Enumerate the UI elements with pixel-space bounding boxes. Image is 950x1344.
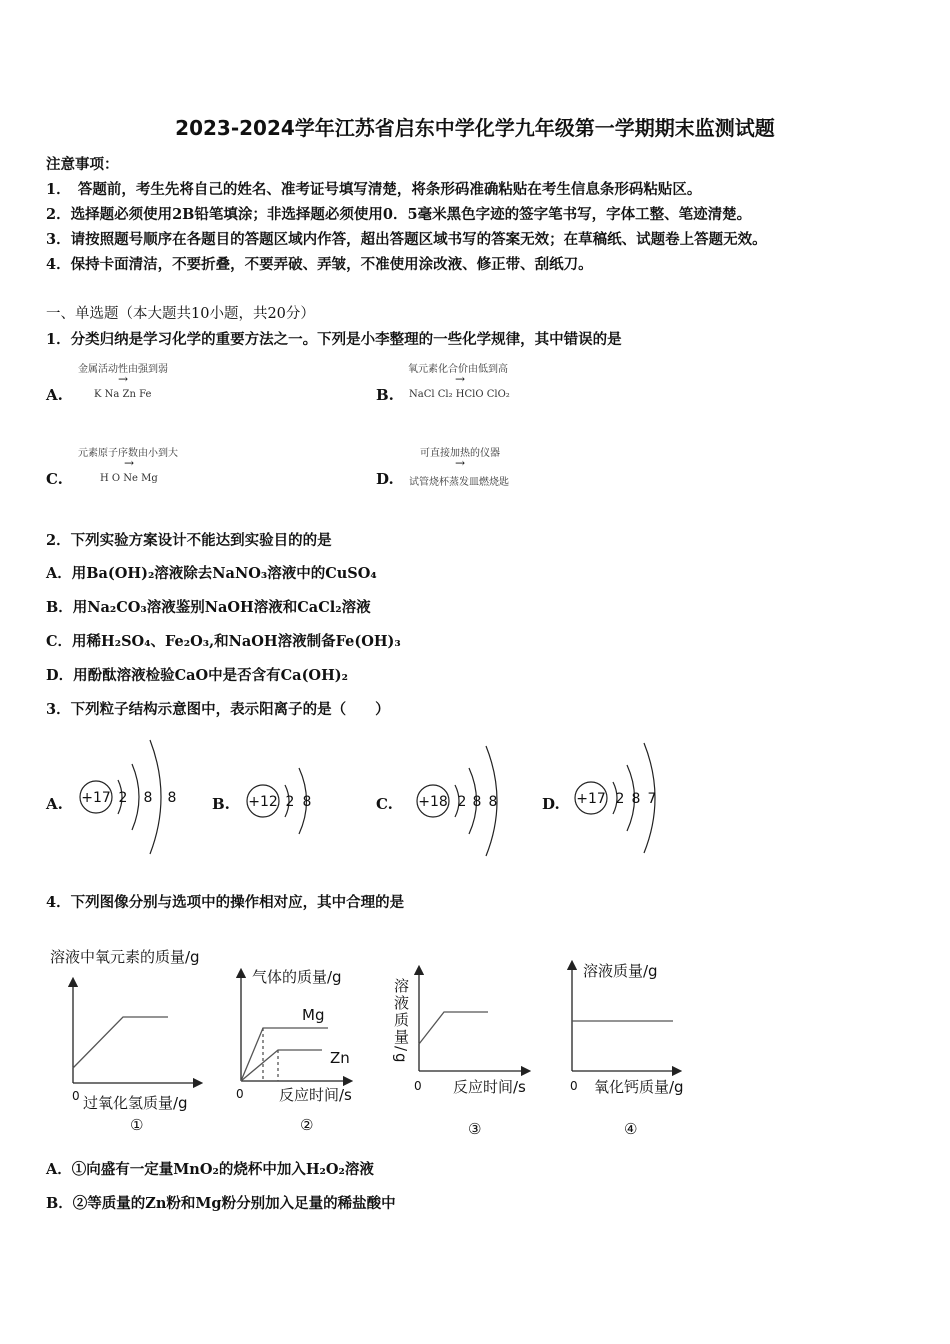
- shell-electrons: 2: [118, 790, 128, 806]
- shell-electrons: 8: [631, 791, 641, 807]
- q2-option[interactable]: C．用稀H₂SO₄、Fe₂O₃,和NaOH溶液制备Fe(OH)₃: [46, 633, 401, 650]
- electron-shell-arc: [132, 764, 139, 830]
- q1-option-d-caption: 可直接加热的仪器: [420, 448, 500, 459]
- shell-electrons: 2: [285, 794, 295, 810]
- graph-1-number: ①: [130, 1116, 144, 1134]
- question-2-stem: 2．下列实验方案设计不能达到实验目的的是: [46, 532, 332, 549]
- graph-2-number: ②: [300, 1116, 314, 1134]
- q1-option-a-caption: 金属活动性由强到弱: [78, 364, 168, 375]
- shell-electrons: 8: [302, 794, 312, 810]
- page-title: 2023-2024学年江苏省启东中学化学九年级第一学期期末监测试题: [175, 116, 775, 140]
- q4-graphs: [0, 938, 950, 1143]
- notice-item: 1． 答题前，考生先将自己的姓名、准考证号填写清楚，将条形码准确粘贴在考生信息条形码粘贴区。: [46, 181, 702, 198]
- shell-electrons: 7: [647, 791, 657, 807]
- q1-option-a-items: K Na Zn Fe: [94, 389, 152, 400]
- graph-2-origin: 0: [236, 1087, 244, 1101]
- q3-option-a-label[interactable]: A.: [46, 795, 63, 813]
- graph-3-ylabel: 溶液质量/g: [392, 978, 410, 1065]
- graph-1-line: [73, 1017, 168, 1068]
- shell-electrons: 8: [488, 794, 498, 810]
- question-1-stem: 1．分类归纳是学习化学的重要方法之一。下列是小李整理的一些化学规律，其中错误的是: [46, 331, 622, 348]
- shell-electrons: 2: [615, 791, 625, 807]
- shell-electrons: 8: [472, 794, 482, 810]
- q1-option-c-items: H O Ne Mg: [100, 473, 158, 484]
- q4-option[interactable]: A．①向盛有一定量MnO₂的烧杯中加入H₂O₂溶液: [46, 1161, 374, 1178]
- graph-2-zn-line: [241, 1050, 322, 1081]
- q1-option-c-label[interactable]: C.: [46, 470, 63, 488]
- shell-electrons: 8: [143, 790, 153, 806]
- graph-3-xlabel: 反应时间/s: [453, 1078, 526, 1096]
- notice-item: 3．请按照题号顺序在各题目的答题区域内作答，超出答题区域书写的答案无效；在草稿纸、试题卷上答题无效。: [46, 231, 767, 248]
- shell-electrons: 8: [167, 790, 177, 806]
- graph-2-curve-mg: Mg: [302, 1006, 325, 1024]
- q1-option-d-label[interactable]: D.: [376, 470, 394, 488]
- nucleus-charge: +17: [576, 791, 606, 807]
- graph-1-ylabel: 溶液中氧元素的质量/g: [50, 948, 200, 966]
- question-4-stem: 4．下列图像分别与选项中的操作相对应，其中合理的是: [46, 894, 405, 911]
- q2-option[interactable]: D．用酚酞溶液检验CaO中是否含有Ca(OH)₂: [46, 667, 348, 684]
- q2-option[interactable]: A．用Ba(OH)₂溶液除去NaNO₃溶液中的CuSO₄: [46, 565, 377, 582]
- atom-diagrams: [0, 730, 950, 860]
- q1-option-b-label[interactable]: B.: [376, 386, 394, 404]
- graph-3-number: ③: [468, 1120, 482, 1138]
- q4-option[interactable]: B．②等质量的Zn粉和Mg粉分别加入足量的稀盐酸中: [46, 1195, 396, 1212]
- graph-2-ylabel: 气体的质量/g: [252, 968, 342, 986]
- q1-option-b-items: NaCl Cl₂ HClO ClO₂: [409, 389, 510, 400]
- section-heading: 一、单选题（本大题共10小题，共20分）: [46, 306, 315, 322]
- shell-electrons: 2: [457, 794, 467, 810]
- q1-option-c-caption: 元素原子序数由小到大: [78, 448, 178, 459]
- q3-option-d-label[interactable]: D.: [542, 795, 560, 813]
- graph-4-ylabel: 溶液质量/g: [583, 962, 658, 980]
- right-arrow-icon: →: [455, 372, 466, 386]
- graph-3-line: [419, 1012, 488, 1044]
- graph-4-xlabel: 氧化钙质量/g: [594, 1078, 684, 1096]
- graph-2-xlabel: 反应时间/s: [279, 1086, 352, 1104]
- graph-4-origin: 0: [570, 1079, 578, 1093]
- q1-option-d-items: 试管烧杯蒸发皿燃烧匙: [409, 477, 509, 488]
- nucleus-charge: +18: [418, 794, 448, 810]
- question-3-stem: 3．下列粒子结构示意图中，表示阳离子的是（ ）: [46, 701, 390, 718]
- nucleus-charge: +17: [81, 790, 111, 806]
- right-arrow-icon: →: [118, 372, 129, 386]
- nucleus-charge: +12: [248, 794, 278, 810]
- q3-option-c-label[interactable]: C.: [376, 795, 393, 813]
- graph-4-number: ④: [624, 1120, 638, 1138]
- graph-3-origin: 0: [414, 1079, 422, 1093]
- notice-heading: 注意事项：: [46, 156, 119, 173]
- right-arrow-icon: →: [455, 456, 466, 470]
- q3-option-b-label[interactable]: B.: [212, 795, 230, 813]
- q1-option-a-label[interactable]: A.: [46, 386, 63, 404]
- q2-option[interactable]: B．用Na₂CO₃溶液鉴别NaOH溶液和CaCl₂溶液: [46, 599, 371, 616]
- graph-1-origin: 0: [72, 1089, 80, 1103]
- notice-item: 2．选择题必须使用2B铅笔填涂；非选择题必须使用0．5毫米黑色字迹的签字笔书写，字体工整、笔迹清楚。: [46, 206, 752, 223]
- graph-1-xlabel: 过氧化氢质量/g: [83, 1094, 188, 1112]
- right-arrow-icon: →: [124, 456, 135, 470]
- graph-2-curve-zn: Zn: [330, 1049, 350, 1067]
- notice-item: 4．保持卡面清洁，不要折叠，不要弄破、弄皱，不准使用涂改液、修正带、刮纸刀。: [46, 256, 593, 273]
- q1-option-b-caption: 氧元素化合价由低到高: [408, 364, 508, 375]
- graph-2-mg-line: [241, 1028, 328, 1081]
